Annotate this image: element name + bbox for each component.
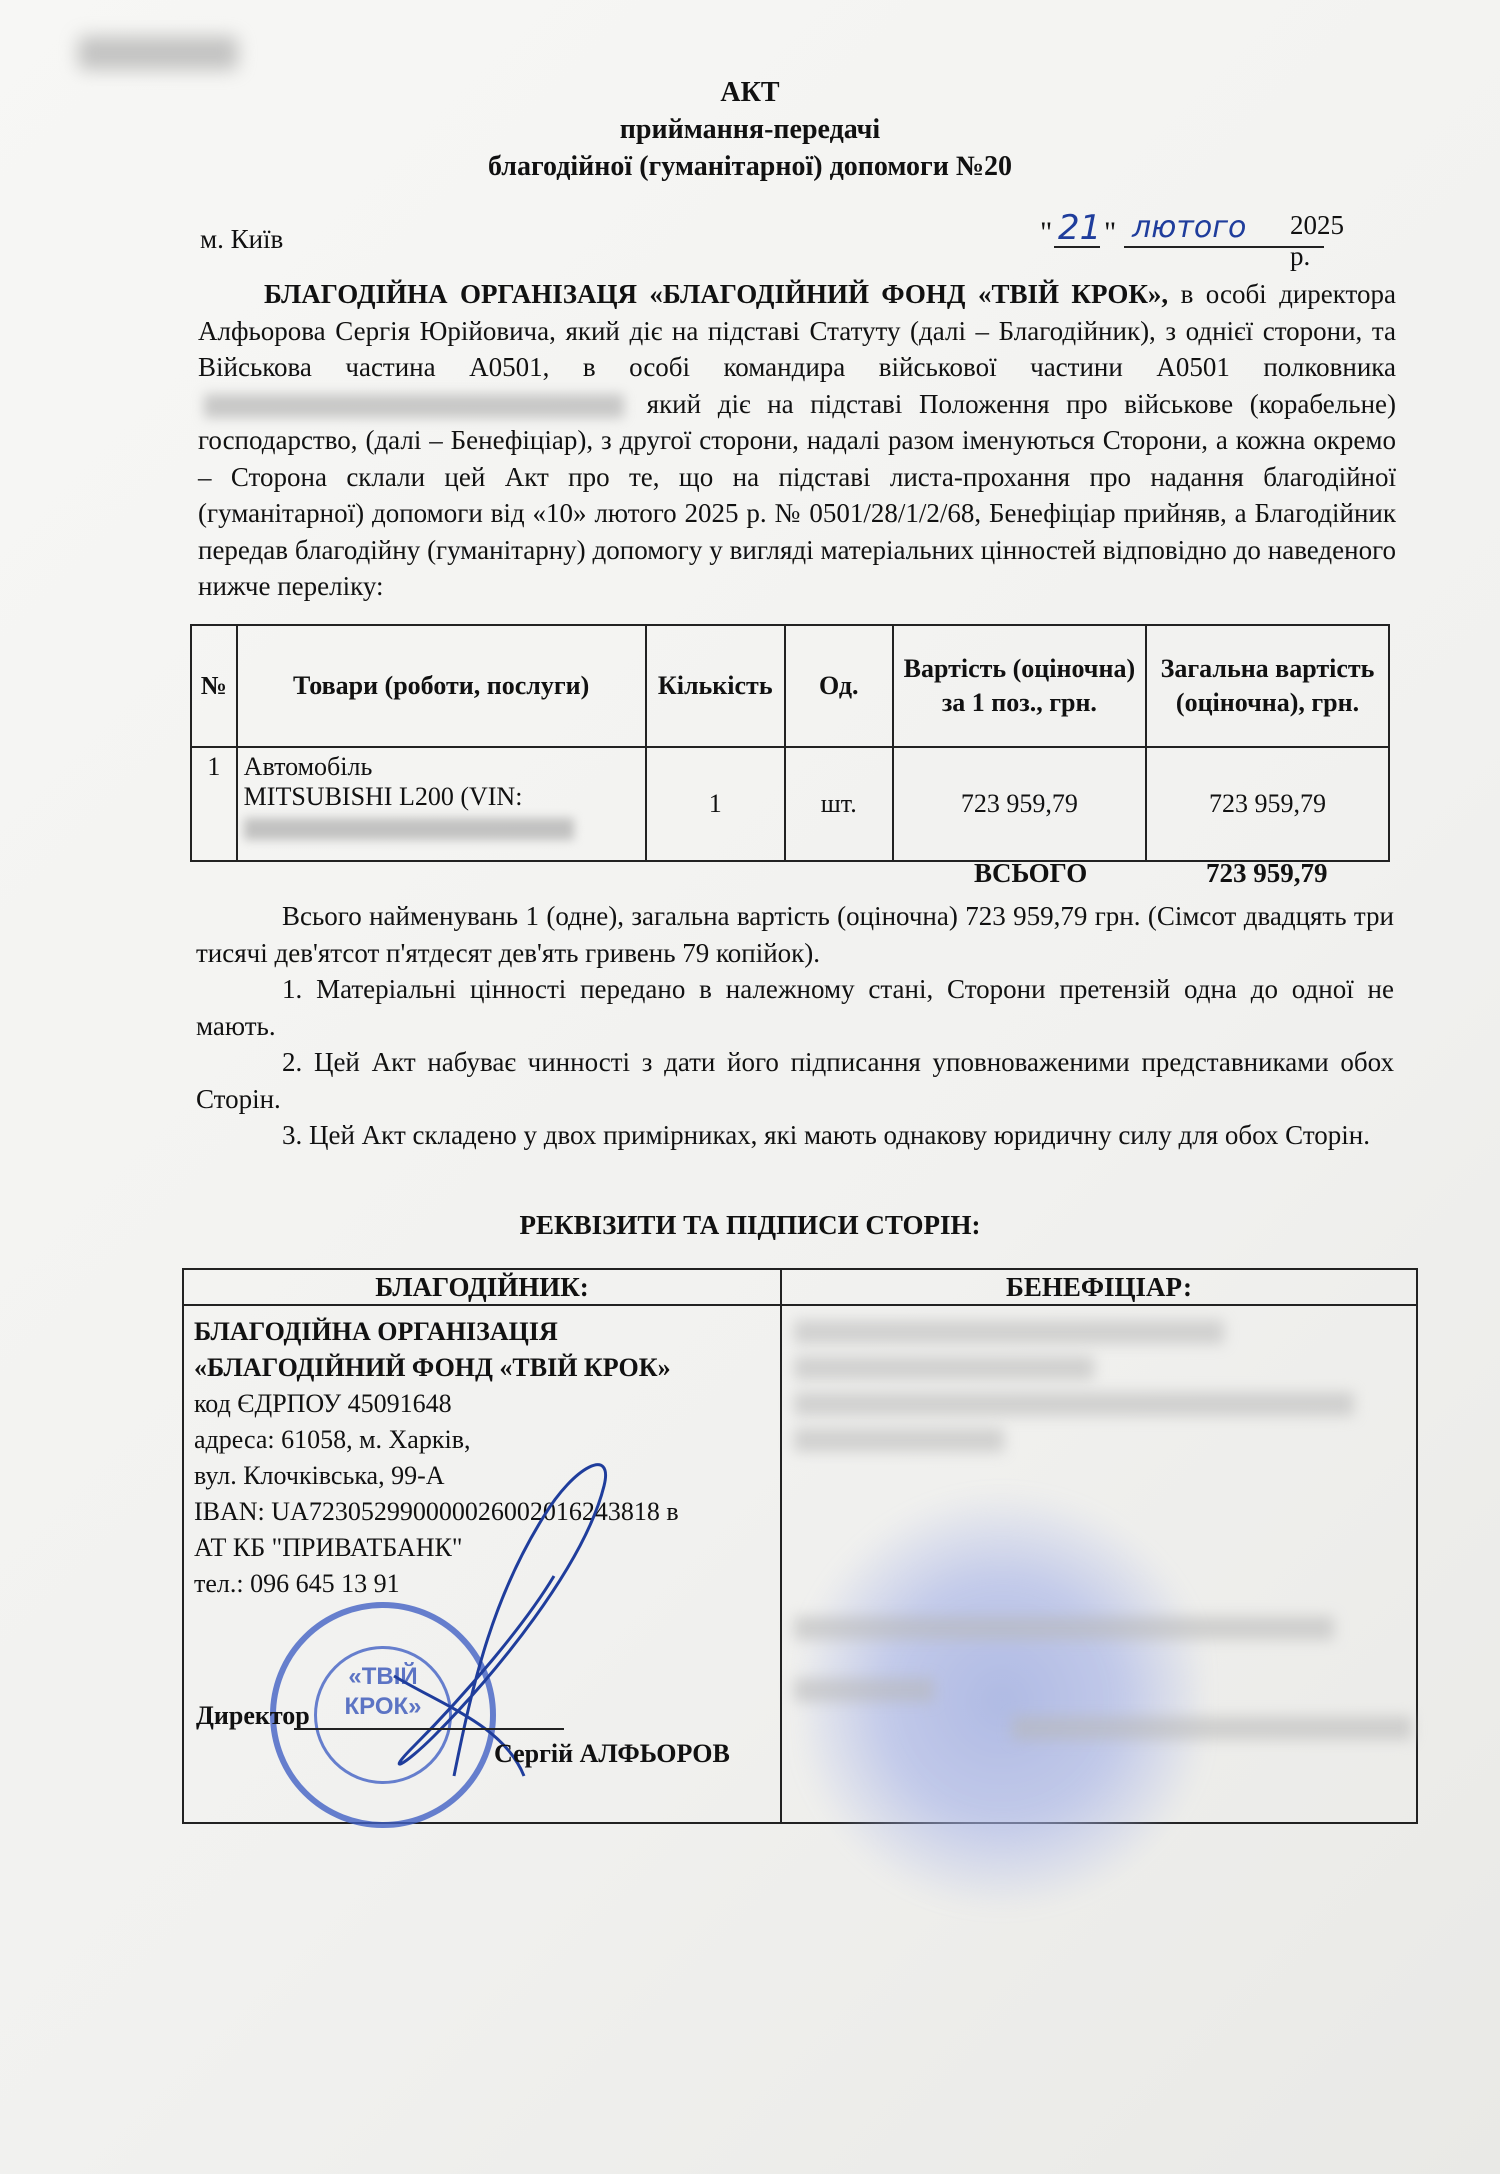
date-day: 21 [1058, 208, 1102, 248]
redacted-ben-line-4 [794, 1428, 1004, 1452]
director-label: Директор [196, 1701, 310, 1730]
place: м. Київ [200, 224, 284, 254]
col-header-goods: Товари (роботи, послуги) [237, 625, 646, 747]
donor-code: код ЄДРПОУ 45091648 [194, 1389, 452, 1418]
redacted-ben-line-1 [794, 1320, 1224, 1344]
table-header-row [191, 625, 1389, 747]
title-line-2: приймання-передачі [619, 114, 881, 145]
total-value: 723 959,79 [1206, 858, 1328, 888]
requisites-title: РЕКВІЗИТИ ТА ПІДПИСИ СТОРІН: [519, 1210, 981, 1240]
term-1: 1. Матеріальні цінності передано в належному стані, Сторони претензій одна до одної не мають. [196, 974, 1394, 1041]
row-goods-line-1: Автомобіль [243, 752, 373, 781]
donor-org-name: БЛАГОДІЙНА ОРГАНІЗАЦЯ «БЛАГОДІЙНИЙ ФОНД «ТВІЙ КРОК», [264, 279, 1169, 309]
row-goods [237, 747, 646, 861]
stamp-text-1: «ТВІЙ [348, 1663, 418, 1690]
donor-name-line-1: БЛАГОДІЙНА ОРГАНІЗАЦІЯ [194, 1317, 558, 1346]
col-header-price: Вартість (оціночна) за 1 поз., грн. [893, 625, 1146, 747]
col-header-unit: Од. [785, 625, 893, 747]
date-month: лютого [1132, 210, 1247, 245]
donor-bank: АТ КБ "ПРИВАТБАНК" [194, 1533, 463, 1562]
summary-paragraph: Всього найменувань 1 (одне), загальна вартість (оціночна) 723 959,79 грн. (Сімсот двадцять три тисячі дев'ятсот п'ятдесят дев'ять гривень 79 копійок). [196, 901, 1394, 968]
title-line-3: благодійної (гуманітарної) допомоги №20 [487, 151, 1013, 182]
items-table [190, 624, 1390, 862]
donor-phone: тел.: 096 645 13 91 [194, 1569, 400, 1598]
document-page: АКТ приймання-передачі благодійної (гуманітарної) допомоги №20 м. Київ " 21 " лютого 2025 р. БЛАГОДІЙНА ОРГАНІЗАЦЯ «БЛАГОДІЙНИЙ ФОНД «ТВІЙ КРОК», в особі директора Алфьорова Сергія Юрійовича, який діє на підставі Статуту (далі – Благодійник), з однієї сторони, та Військова частина А0501, в особі командира військової частини А0501 полковника який діє на підставі Положення про військове (корабельне) господарство, (далі – Бенефіціар), з другої сторони, надалі разом іменуються Сторони, а кожна окремо – Сторона склали цей Акт про те, що на підставі листа-прохання про надання благодійної (гуманітарної) допомоги від «10» лютого 2025 р. № 0501/28/1/2/68, Бенефіціар прийняв, а Благодійник передав благодійну (гуманітарну) допомогу у вигляді матеріальних цінностей відповідно до наведеного нижче переліку: № Товари (роботи, послуги) Кількість Од. Вартість (оціночна) за 1 поз., грн. Загальна вартість (оціночна), грн. 1 Автомобіль MITSUBISHI L200 (VIN: 1 шт. 723 959,79 723 959,79 ВСЬОГО 723 959,79 Всього найменувань 1 (одне), загальна вартість (оціночна) 723 959,79 грн. (Сімсот двадцять три тисячі дев'ятсот п'ятдесят дев'ять гривень 79 копійок). 1. Матеріальні цінності передано в належному стані, Сторони претензій одна до одної не мають. 2. Цей Акт набуває чинності з дати його підписання уповноваженими представниками обох Сторін. 3. Цей Акт складено у двох примірниках, які мають однакову юридичну силу для обох Сторін. РЕКВІЗИТИ ТА ПІДПИСИ СТОРІН: БЛАГОДІЙНИК: БЕНЕФІЦІАР: БЛАГОДІЙНА ОРГАНІЗАЦІЯ «БЛАГОДІЙНИЙ ФОНД «ТВІЙ КРОК» код ЄДРПОУ 45091648 адреса: 61058, м. Харків, вул. Клочківська, 99-А IBAN: UA723052990000026002016243818 в АТ КБ "ПРИВАТБАНК" тел.: 096 645 13 91 «ТВІЙ КРОК» Директор Сергій АЛФЬОРОВ [0, 0, 1500, 2174]
row-price: 723 959,79 [893, 747, 1146, 861]
beneficiary-details [781, 1305, 1417, 1823]
requisites-table [182, 1268, 1418, 1824]
row-goods-line-2: MITSUBISHI L200 (VIN: [243, 782, 523, 811]
total-label: ВСЬОГО [974, 858, 1088, 888]
stamp-text-2: КРОК» [344, 1693, 422, 1720]
date-year: 2025 р. [1290, 210, 1344, 271]
terms-text [196, 898, 1394, 1154]
row-total: 723 959,79 [1146, 747, 1389, 861]
term-2: 2. Цей Акт набуває чинності з дати його підписання уповноваженими представниками обох Сторін. [196, 1047, 1394, 1114]
donor-signature [324, 1376, 624, 1796]
col-header-total: Загальна вартість (оціночна), грн. [1146, 625, 1389, 747]
donor-address-2: вул. Клочківська, 99-А [194, 1461, 445, 1490]
row-num: 1 [191, 747, 237, 861]
document-title [0, 74, 1500, 185]
redacted-vin [244, 818, 574, 840]
table-row [191, 747, 1389, 861]
intro-text-1: в особі директора Алфьорова Сергія Юрійовича, який діє на підставі Статуту (далі – Благодійник), з однієї сторони, та Військова частина А0501, в особі командира військової частини А0501 полковника [198, 279, 1396, 382]
signer-name: Сергій АЛФЬОРОВ [494, 1739, 730, 1768]
redacted-corner-mark [78, 36, 238, 70]
intro-text-2: який діє на підставі Положення про військове (корабельне) господарство, (далі – Бенефіціар), з другої сторони, надалі разом іменуються Сторони, а кожна окремо – Сторона склали цей Акт про те, що на підставі листа-прохання про надання благодійної (гуманітарної) допомоги від «10» лютого 2025 р. № 0501/28/1/2/68, Бенефіціар прийняв, а Благодійник передав благодійну (гуманітарну) допомогу у вигляді матеріальних цінностей відповідно до наведеного нижче переліку: [198, 388, 1396, 601]
col-header-qty: Кількість [646, 625, 785, 747]
intro-paragraph [198, 276, 1396, 605]
donor-address-1: адреса: 61058, м. Харків, [194, 1425, 471, 1454]
redacted-ben-line-5 [794, 1616, 1334, 1640]
redacted-ben-line-2 [794, 1356, 1094, 1380]
donor-iban: IBAN: UA723052990000026002016243818 в [194, 1497, 679, 1526]
signature-line [294, 1728, 564, 1730]
row-qty: 1 [646, 747, 785, 861]
term-3: 3. Цей Акт складено у двох примірниках, які мають однакову юридичну силу для обох Сторін. [282, 1120, 1370, 1150]
donor-name-line-2: «БЛАГОДІЙНИЙ ФОНД «ТВІЙ КРОК» [194, 1353, 671, 1382]
row-unit: шт. [785, 747, 893, 861]
donor-header: БЛАГОДІЙНИК: [183, 1269, 781, 1305]
beneficiary-header: БЕНЕФІЦІАР: [781, 1269, 1417, 1305]
redacted-commander-name [204, 394, 624, 418]
col-header-num: № [191, 625, 237, 747]
redacted-ben-signer [1012, 1716, 1412, 1740]
redacted-ben-line-6 [794, 1678, 934, 1702]
title-line-1: АКТ [720, 77, 780, 108]
redacted-ben-line-3 [794, 1392, 1354, 1416]
donor-details [183, 1305, 781, 1823]
